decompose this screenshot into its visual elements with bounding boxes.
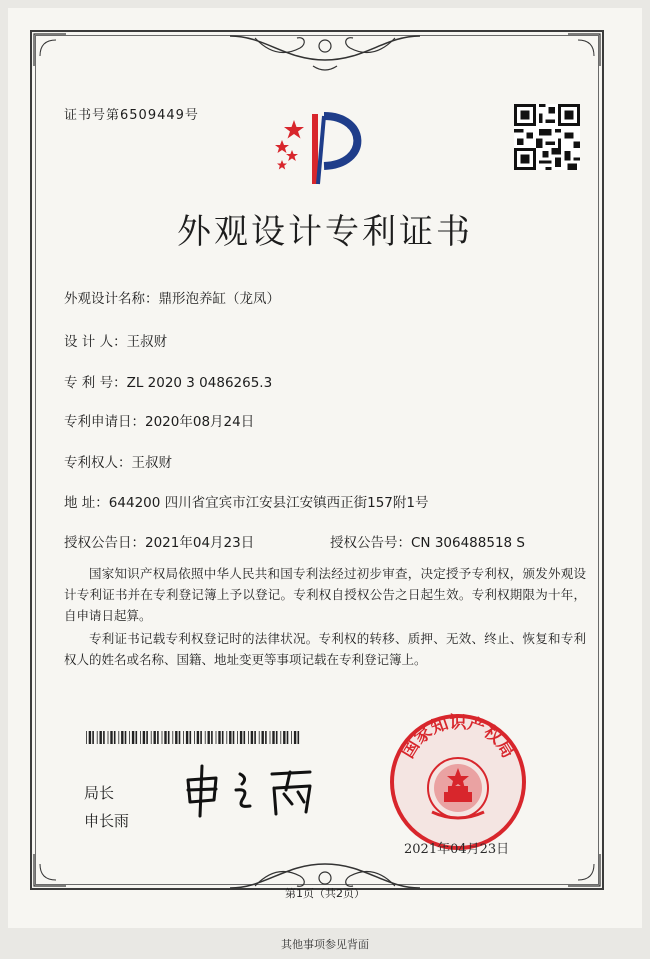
corner-ornament xyxy=(30,850,70,890)
field-label: 专利权人： xyxy=(64,455,132,471)
page-number: 第1页（共2页） xyxy=(285,887,365,900)
grant-date-field xyxy=(64,531,254,551)
filing-date-field xyxy=(64,410,254,430)
signatory-role: 局长 xyxy=(84,784,115,802)
field-label: 地 址： xyxy=(64,495,109,511)
corner-ornament xyxy=(564,850,604,890)
paragraph-legal-status: 专利证书记载专利权登记时的法律状况。专利权的转移、质押、无效、终止、恢复和专利权人的姓名或名称、国籍、地址变更等事项记载在专利登记簿上。 xyxy=(64,631,586,667)
field-label: 授权公告号： xyxy=(330,535,411,551)
field-value: 鼎形泡养缸（龙凤） xyxy=(158,291,280,307)
barcode xyxy=(86,731,301,744)
field-label: 授权公告日： xyxy=(64,535,145,551)
field-value: 王叔财 xyxy=(131,455,172,471)
grant-number-field xyxy=(330,531,525,551)
field-value: 644200 四川省宜宾市江安县江安镇西正街157附1号 xyxy=(108,495,429,511)
field-label: 专 利 号： xyxy=(64,375,127,391)
official-seal xyxy=(388,712,528,852)
field-label: 专利申请日： xyxy=(64,414,145,430)
field-value: ZL 2020 3 0486265.3 xyxy=(126,375,273,391)
field-value: 2020年08月24日 xyxy=(145,414,255,430)
patentee-field xyxy=(64,451,172,471)
designer-field xyxy=(64,330,167,350)
signature xyxy=(180,760,340,820)
qr-code xyxy=(514,104,580,170)
field-value: CN 306488518 S xyxy=(411,535,525,551)
seal-text: 国家知识产权局 xyxy=(398,713,518,762)
corner-ornament xyxy=(564,30,604,70)
signatory-name: 申长雨 xyxy=(84,812,130,830)
cnipa-logo xyxy=(272,106,382,186)
field-value: 2021年04月23日 xyxy=(145,535,255,551)
design-name-field xyxy=(64,287,280,307)
patent-number-field xyxy=(64,371,272,391)
field-label: 外观设计名称： xyxy=(64,291,159,307)
top-ornament xyxy=(225,30,425,74)
paragraph-grant-statement: 国家知识产权局依照中华人民共和国专利法经过初步审查，决定授予专利权，颁发外观设计专利证书并在专利登记簿上予以登记。专利权自授权公告之日起生效。专利权期限为十年，自申请日起算。 xyxy=(64,566,586,623)
document-title: 外观设计专利证书 xyxy=(177,212,473,252)
address-field xyxy=(64,491,428,511)
field-label: 设 计 人： xyxy=(64,334,127,350)
certificate-number: 证书号第6509449号 xyxy=(64,108,199,123)
footer-note: 其他事项参见背面 xyxy=(281,938,369,951)
seal-date: 2021年04月23日 xyxy=(404,842,510,857)
field-value: 王叔财 xyxy=(126,334,168,350)
corner-ornament xyxy=(30,30,70,70)
